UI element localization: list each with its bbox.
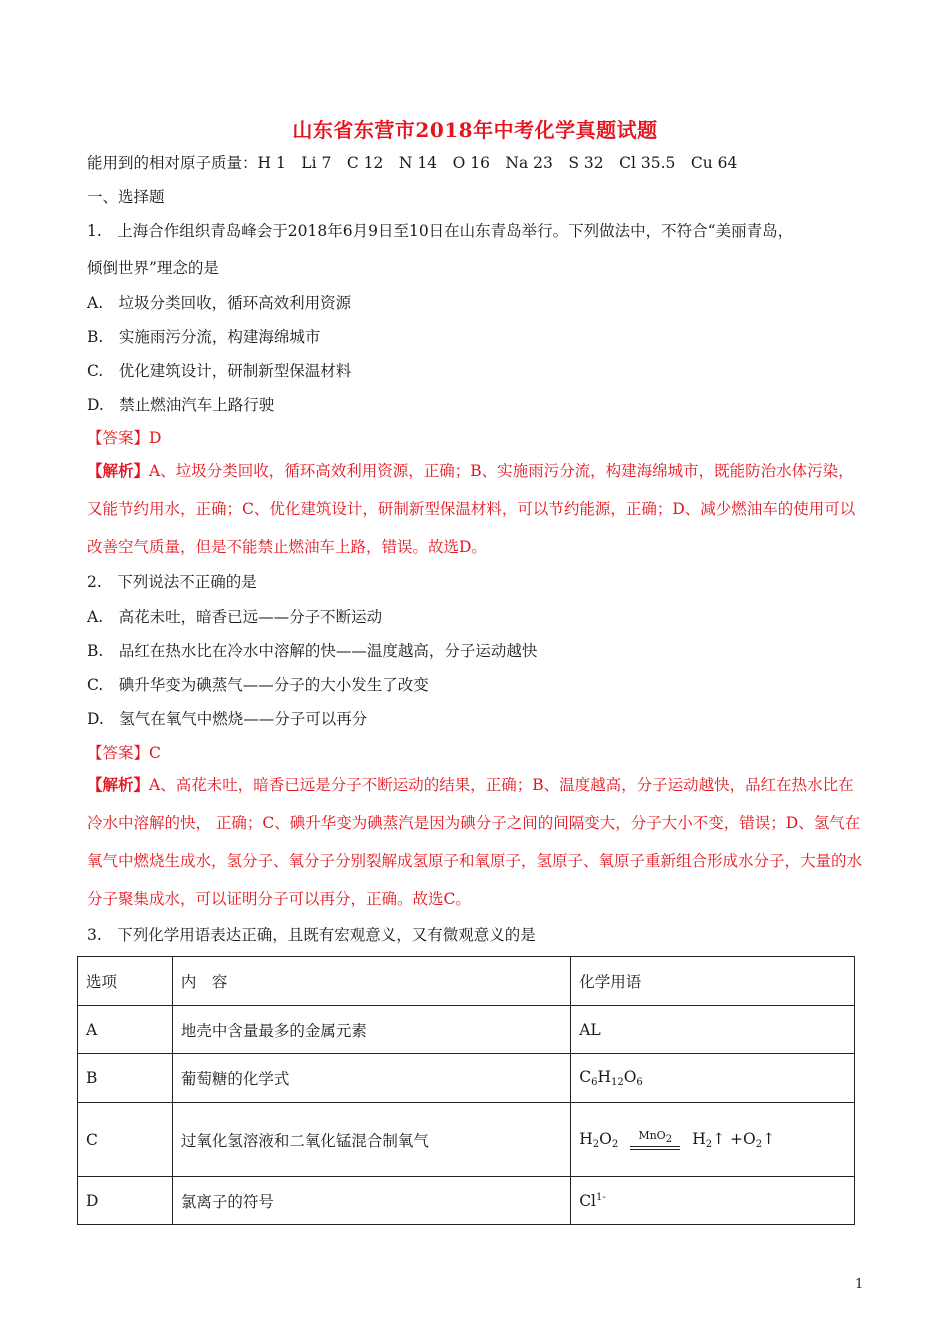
table-header-row — [78, 957, 855, 1006]
row-content: 氯离子的符号 — [172, 1177, 570, 1225]
q1-analysis-text: A、垃圾分类回收，循环高效利用资源，正确；B、实施雨污分流，构建海绵城市，既能防治水体污染，又能节约用水，正确；C、优化建筑设计，研制新型保温材料，可以节约能源，正确；D、减少燃油车的使用可以改善空气质量，但是不能禁止燃油车上路，错误。故选D。 — [87, 462, 856, 556]
page-number: 1 — [855, 1277, 864, 1292]
table-row — [78, 1054, 855, 1103]
q2-analysis — [87, 766, 867, 918]
row-option: A — [78, 1006, 173, 1054]
row-option: C — [78, 1103, 173, 1177]
q1-analysis — [87, 452, 867, 566]
row-content: 地壳中含量最多的金属元素 — [172, 1006, 570, 1054]
formula-sub: 6 — [591, 1077, 598, 1088]
ion-symbol: Cl — [579, 1191, 597, 1210]
table-row — [78, 1103, 855, 1177]
row-option: B — [78, 1054, 173, 1103]
q2-option-b: B. 品红在热水比在冷水中溶解的快——温度越高，分子运动越快 — [87, 642, 538, 660]
reactant-o: O — [599, 1129, 612, 1148]
product-h: H — [692, 1129, 706, 1148]
q1-stem-line2: 倾倒世界”理念的是 — [87, 259, 219, 277]
q2-answer-label: 【答案】 — [87, 744, 150, 762]
formula-sub: 2 — [592, 1138, 600, 1150]
q2-option-a: A. 高花未吐，暗香已远——分子不断运动 — [87, 608, 383, 626]
q2-answer-value: C — [149, 744, 161, 762]
formula-c: C — [579, 1068, 592, 1086]
header-formula: 化学用语 — [571, 957, 855, 1006]
formula-h: H — [597, 1068, 611, 1086]
q1-answer — [87, 428, 161, 448]
q1-stem-line1: 1. 上海合作组织青岛峰会于2018年6月9日至10日在山东青岛举行。下列做法中，不符合“美丽青岛， — [87, 222, 794, 240]
q1-analysis-label: 【解析】 — [87, 461, 150, 480]
q2-analysis-label: 【解析】 — [87, 775, 150, 794]
formula-sub: 2 — [705, 1138, 713, 1150]
row-content: 过氧化氢溶液和二氧化锰混合制氧气 — [172, 1103, 570, 1177]
products — [692, 1130, 775, 1150]
q1-answer-label: 【答案】 — [87, 429, 150, 447]
q1-answer-value: D — [149, 429, 162, 447]
table-row — [78, 1006, 855, 1054]
equals-bar — [630, 1146, 680, 1150]
row-content: 葡萄糖的化学式 — [172, 1054, 570, 1103]
q3-table — [77, 956, 855, 1225]
formula-sub: 12 — [610, 1077, 624, 1088]
page-title: 山东省东营市2018年中考化学真题试题 — [292, 118, 658, 142]
reactant-h: H — [579, 1129, 593, 1148]
q2-analysis-text: A、高花未吐，暗香已远是分子不断运动的结果，正确；B、温度越高，分子运动越快，品红在热水比在冷水中溶解的快， 正确；C、碘升华变为碘蒸汽是因为碘分子之间的间隔变大，分子大小不变，错误；D、氢气在氧气中燃烧生成水，氢分子、氧分子分别裂解成氢原子和氧原子，氢原子、氧原子重新组合形成水分子，大量的水分子聚集成水，可以证明分子可以再分，正确。故选C。 — [87, 776, 863, 908]
q1-option-b: B. 实施雨污分流，构建海绵城市 — [87, 328, 321, 346]
q1-option-c: C. 优化建筑设计，研制新型保温材料 — [87, 362, 352, 380]
gas-arrow-icon: ↑ — [712, 1129, 726, 1148]
row-formula — [571, 1103, 855, 1177]
formula-sub: 6 — [636, 1077, 643, 1088]
table-row — [78, 1177, 855, 1225]
row-option: D — [78, 1177, 173, 1225]
atomic-masses-line: 能用到的相对原子质量：H 1 Li 7 C 12 N 14 O 16 Na 23 S 32 Cl 35.5 Cu 64 — [87, 154, 738, 172]
section-heading: 一、选择题 — [87, 188, 165, 206]
q1-option-d: D. 禁止燃油汽车上路行驶 — [87, 396, 275, 414]
row-formula: AL — [571, 1006, 855, 1054]
reaction-equation — [579, 1130, 775, 1150]
q2-answer — [87, 743, 161, 763]
q1-option-a: A. 垃圾分类回收，循环高效利用资源 — [87, 294, 352, 312]
reactant — [579, 1130, 618, 1150]
header-content: 内 容 — [172, 957, 570, 1006]
catalyst-text: MnO — [638, 1128, 666, 1142]
q2-option-d: D. 氢气在氧气中燃烧——分子可以再分 — [87, 710, 368, 728]
row-formula — [571, 1054, 855, 1103]
q2-option-c: C. 碘升华变为碘蒸气——分子的大小发生了改变 — [87, 676, 429, 694]
q3-stem: 3. 下列化学用语表达正确，且既有宏观意义，又有微观意义的是 — [87, 926, 536, 944]
formula-sub: 2 — [611, 1138, 619, 1150]
catalyst-label — [638, 1130, 672, 1146]
product-o: +O — [730, 1129, 756, 1148]
header-option: 选项 — [78, 957, 173, 1006]
formula-sub: 2 — [755, 1138, 763, 1150]
formula-sub: 2 — [665, 1133, 673, 1145]
q2-stem: 2. 下列说法不正确的是 — [87, 573, 257, 591]
gas-arrow-icon: ↑ — [762, 1129, 776, 1148]
ion-charge: 1- — [596, 1191, 606, 1203]
formula-o: O — [623, 1068, 637, 1086]
row-formula — [571, 1177, 855, 1225]
reaction-condition — [630, 1130, 680, 1150]
